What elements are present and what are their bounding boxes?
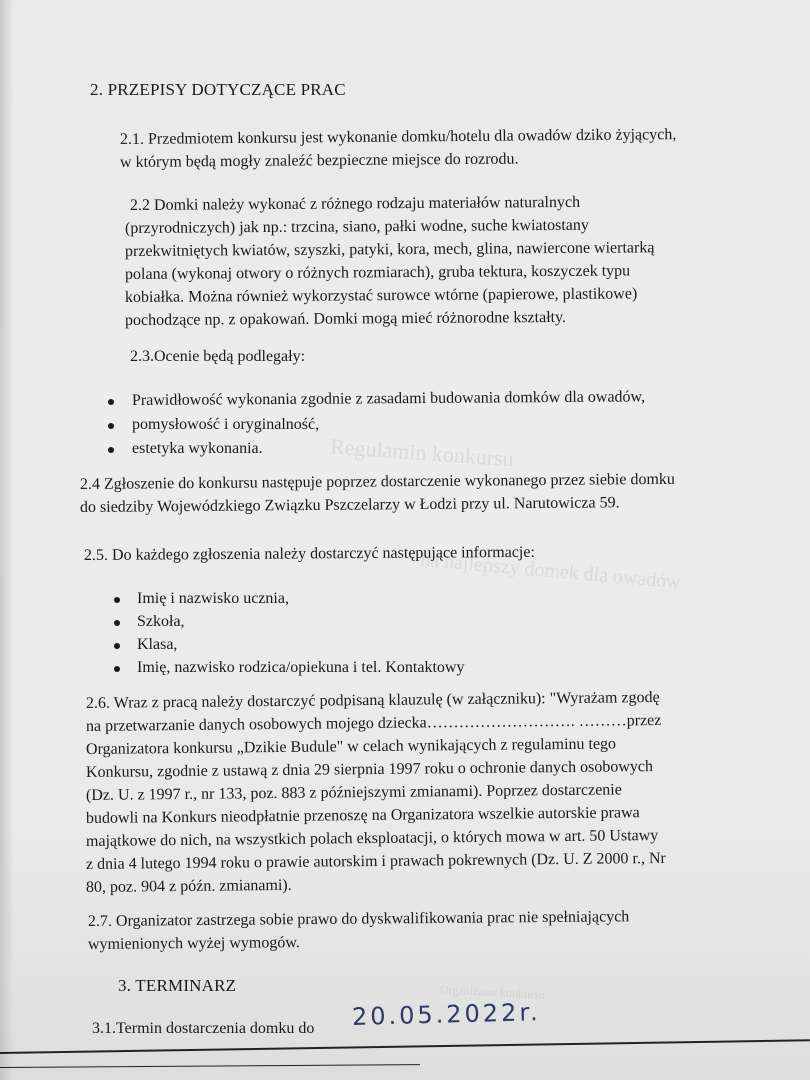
section-heading: 3. TERMINARZ [118,976,237,995]
underline-rule [0,1064,420,1068]
page-edge-shadow [0,0,14,1080]
paragraph-line: polana (wykonaj otwory o różnych rozmiarach), gruba tektura, koszyczek typu [124,262,631,283]
bullet-icon [108,447,114,453]
section-heading: 2. PRZEPISY DOTYCZĄCE PRAC [90,80,346,99]
list-item: estetyka wykonania. [132,440,263,457]
paragraph-line: 2.5. Do każdego zgłoszenia należy dostarczyć następujące informacje: [83,543,535,564]
paragraph-line: (przyrodniczych) jak np.: trzcina, siano, pałki wodne, suche kwiatostany [124,216,589,237]
paragraph-line: 2.3.Ocenie będą podlegały: [130,348,306,365]
list-item: pomysłowość i oryginalność, [132,416,320,433]
bullet-icon [114,620,120,626]
paragraph-line: Konkursu, zgodnie z ustawą z dnia 29 sierpnia 1997 roku o ochronie danych osobowych [85,758,654,781]
paragraph-line: majątkowe do nich, na wszystkich polach eksploatacji, o których mowa w art. 50 Ustawy [85,827,659,850]
handwritten-date: 20.05.2022r. [351,998,542,1031]
list-item: Szkoła, [137,613,185,630]
paragraph-line: Organizatora konkursu „Dzikie Budule" w celach wynikających z regulaminu tego [85,735,617,758]
bleed-through-text: Regulamin konkursu [329,433,515,472]
paragraph-line: na przetwarzanie danych osobowych mojego dziecka………………………. ………przez [85,711,662,735]
paragraph-line: 2.4 Zgłoszenie do konkursu następuje poprzez dostarczenie wykonanego przez siebie domku [79,470,675,493]
bleed-through-text: na najlepszy domek dla owadów [419,548,682,594]
bullet-icon [108,399,114,405]
paragraph-line: pochodzące np. z opakowań. Domki mogą mieć różnorodne kształty. [124,308,567,329]
paragraph-line: 80, poz. 904 z późn. zmianami). [85,876,292,896]
paragraph-line: do siedziby Wojewódzkiego Związku Pszczelarzy w Łodzi przy ul. Narutowicza 59. [79,494,620,516]
paragraph-line: wymienionych wyżej wymogów. [87,934,300,953]
list-item: Prawidłowość wykonania zgodnie z zasadami budowania domków dla owadów, [131,388,646,409]
paragraph-line: kobiałka. Można również wykorzystać surowce wtórne (papierowe, plastikowe) [124,285,638,306]
paragraph-line: przekwitniętych kwiatów, szyszki, patyki, kora, mech, glina, nawiercone wiertarką [124,239,655,260]
paragraph-line: 2.7. Organizator zastrzega sobie prawo do dyskwalifikowania prac nie spełniających [87,908,630,930]
bleed-through-text: Organizator konkursu [439,982,546,1002]
paragraph-line: 2.1. Przedmiotem konkursu jest wykonanie domku/hotelu dla owadów dziko żyjących, [119,126,677,148]
bullet-icon [108,423,114,429]
paragraph-line: 2.6. Wraz z pracą należy dostarczyć podpisaną klauzulę (w załączniku): "Wyrażam zgodę [85,688,660,712]
underline-rule [0,1039,810,1054]
paragraph-line: 3.1.Termin dostarczenia domku do [92,1020,315,1037]
bullet-icon [114,666,120,672]
list-item: Imię, nazwisko rodzica/opiekuna i tel. Kontaktowy [137,659,465,676]
paragraph-line: (Dz. U. z 1997 r., nr 133, poz. 883 z późniejszymi zmianami). Poprzez dostarczenie [85,781,622,804]
paragraph-line: z dnia 4 lutego 1994 roku o prawie autorskim i prawach pokrewnych (Dz. U. Z 2000 r., Nr [85,849,666,873]
paragraph-line: budowli na Konkurs nieodpłatnie przenoszę na Organizatora wszelkie autorskie prawa [85,804,640,827]
list-item: Imię i nazwisko ucznia, [137,590,289,607]
bullet-icon [114,597,120,603]
paragraph-line: w którym będą mogły znaleźć bezpieczne miejsce do rozrodu. [119,150,519,171]
paragraph-line: 2.2 Domki należy wykonać z różnego rodzaju materiałów naturalnych [129,193,581,214]
bullet-icon [114,643,120,649]
list-item: Klasa, [137,636,178,653]
